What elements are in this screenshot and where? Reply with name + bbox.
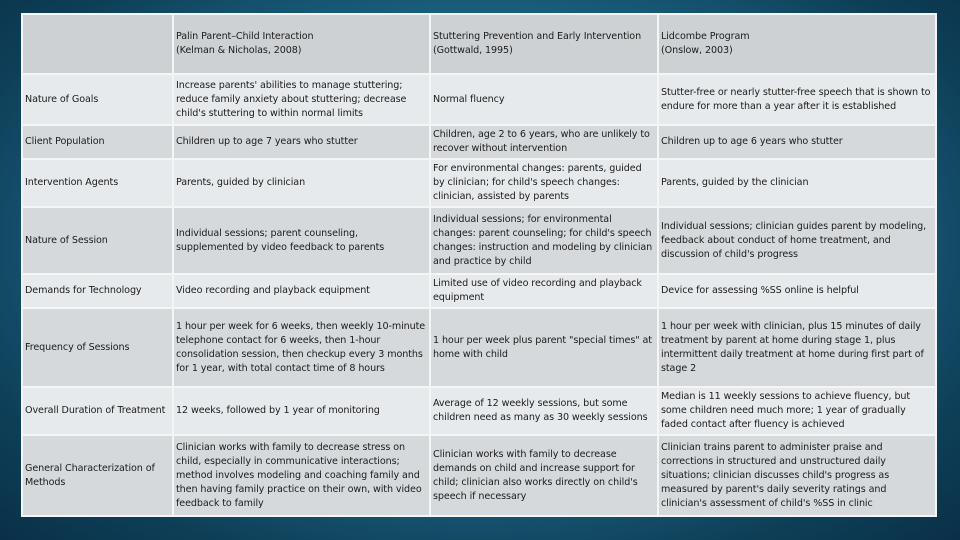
table-row <box>22 74 936 125</box>
header-spei-cell: Stuttering Prevention and Early Intervention (Gottwald, 1995) <box>430 14 658 74</box>
header-row-label <box>22 14 173 74</box>
table-row <box>22 207 936 274</box>
palin-cell: Clinician works with family to decrease stress on child, especially in communicative interactions; method involves modeling and coaching family and then having family practice on their own, with video feedback to family <box>173 435 430 516</box>
spei-cell: Limited use of video recording and playback equipment <box>430 274 658 308</box>
spei-cell: Normal fluency <box>430 74 658 125</box>
spei-cell: Clinician works with family to decrease demands on child and increase support for child; clinician also works directly on child's speech if necessary <box>430 435 658 516</box>
lidcombe-cell: Parents, guided by the clinician <box>658 159 936 207</box>
row-label: Nature of Session <box>22 207 173 274</box>
lidcombe-cell: Children up to age 6 years who stutter <box>658 125 936 159</box>
table-row <box>22 387 936 435</box>
table-row <box>22 159 936 207</box>
spei-cell: Average of 12 weekly sessions, but some children need as many as 30 weekly sessions <box>430 387 658 435</box>
palin-cell: 1 hour per week for 6 weeks, then weekly 10-minute telephone contact for 6 weeks, then 1-hour consolidation session, then checkup every 3 months for 1 year, with total contact time of 8 hours <box>173 308 430 387</box>
comparison-table <box>21 13 937 517</box>
table-row <box>22 125 936 159</box>
row-label: Demands for Technology <box>22 274 173 308</box>
row-label: Frequency of Sessions <box>22 308 173 387</box>
lidcombe-cell: Device for assessing %SS online is helpful <box>658 274 936 308</box>
row-label: Client Population <box>22 125 173 159</box>
palin-cell: Parents, guided by clinician <box>173 159 430 207</box>
spei-cell: For environmental changes: parents, guided by clinician; for child's speech changes: clinician, assisted by parents <box>430 159 658 207</box>
row-label: Overall Duration of Treatment <box>22 387 173 435</box>
table-row <box>22 435 936 516</box>
lidcombe-cell: Individual sessions; clinician guides parent by modeling, feedback about conduct of home treatment, and discussion of child's progress <box>658 207 936 274</box>
spei-cell: Individual sessions; for environmental changes: parent counseling; for child's speech changes: instruction and modeling by clinician and practice by child <box>430 207 658 274</box>
table-row <box>22 274 936 308</box>
palin-cell: Children up to age 7 years who stutter <box>173 125 430 159</box>
spei-cell: 1 hour per week plus parent "special times" at home with child <box>430 308 658 387</box>
header-row <box>22 14 936 74</box>
row-label: Intervention Agents <box>22 159 173 207</box>
row-label: Nature of Goals <box>22 74 173 125</box>
lidcombe-cell: Clinician trains parent to administer praise and corrections in structured and unstructured daily situations; clinician discusses child's progress as measured by parent's daily severity ratings and clinician's assessment of child's %SS in clinic <box>658 435 936 516</box>
palin-cell: Video recording and playback equipment <box>173 274 430 308</box>
lidcombe-cell: 1 hour per week with clinician, plus 15 minutes of daily treatment by parent at home during stage 1, plus intermittent daily treatment at home during first part of stage 2 <box>658 308 936 387</box>
row-label: General Characterization of Methods <box>22 435 173 516</box>
spei-cell: Children, age 2 to 6 years, who are unlikely to recover without intervention <box>430 125 658 159</box>
header-palin-cell: Palin Parent–Child Interaction (Kelman & Nicholas, 2008) <box>173 14 430 74</box>
lidcombe-cell: Stutter-free or nearly stutter-free speech that is shown to endure for more than a year after it is established <box>658 74 936 125</box>
palin-cell: Increase parents' abilities to manage stuttering; reduce family anxiety about stuttering; decrease child's stuttering to within normal limits <box>173 74 430 125</box>
lidcombe-cell: Median is 11 weekly sessions to achieve fluency, but some children need much more; 1 year of gradually faded contact after fluency is achieved <box>658 387 936 435</box>
table-row <box>22 308 936 387</box>
palin-cell: Individual sessions; parent counseling, supplemented by video feedback to parents <box>173 207 430 274</box>
header-lidcombe-cell: Lidcombe Program (Onslow, 2003) <box>658 14 936 74</box>
palin-cell: 12 weeks, followed by 1 year of monitoring <box>173 387 430 435</box>
